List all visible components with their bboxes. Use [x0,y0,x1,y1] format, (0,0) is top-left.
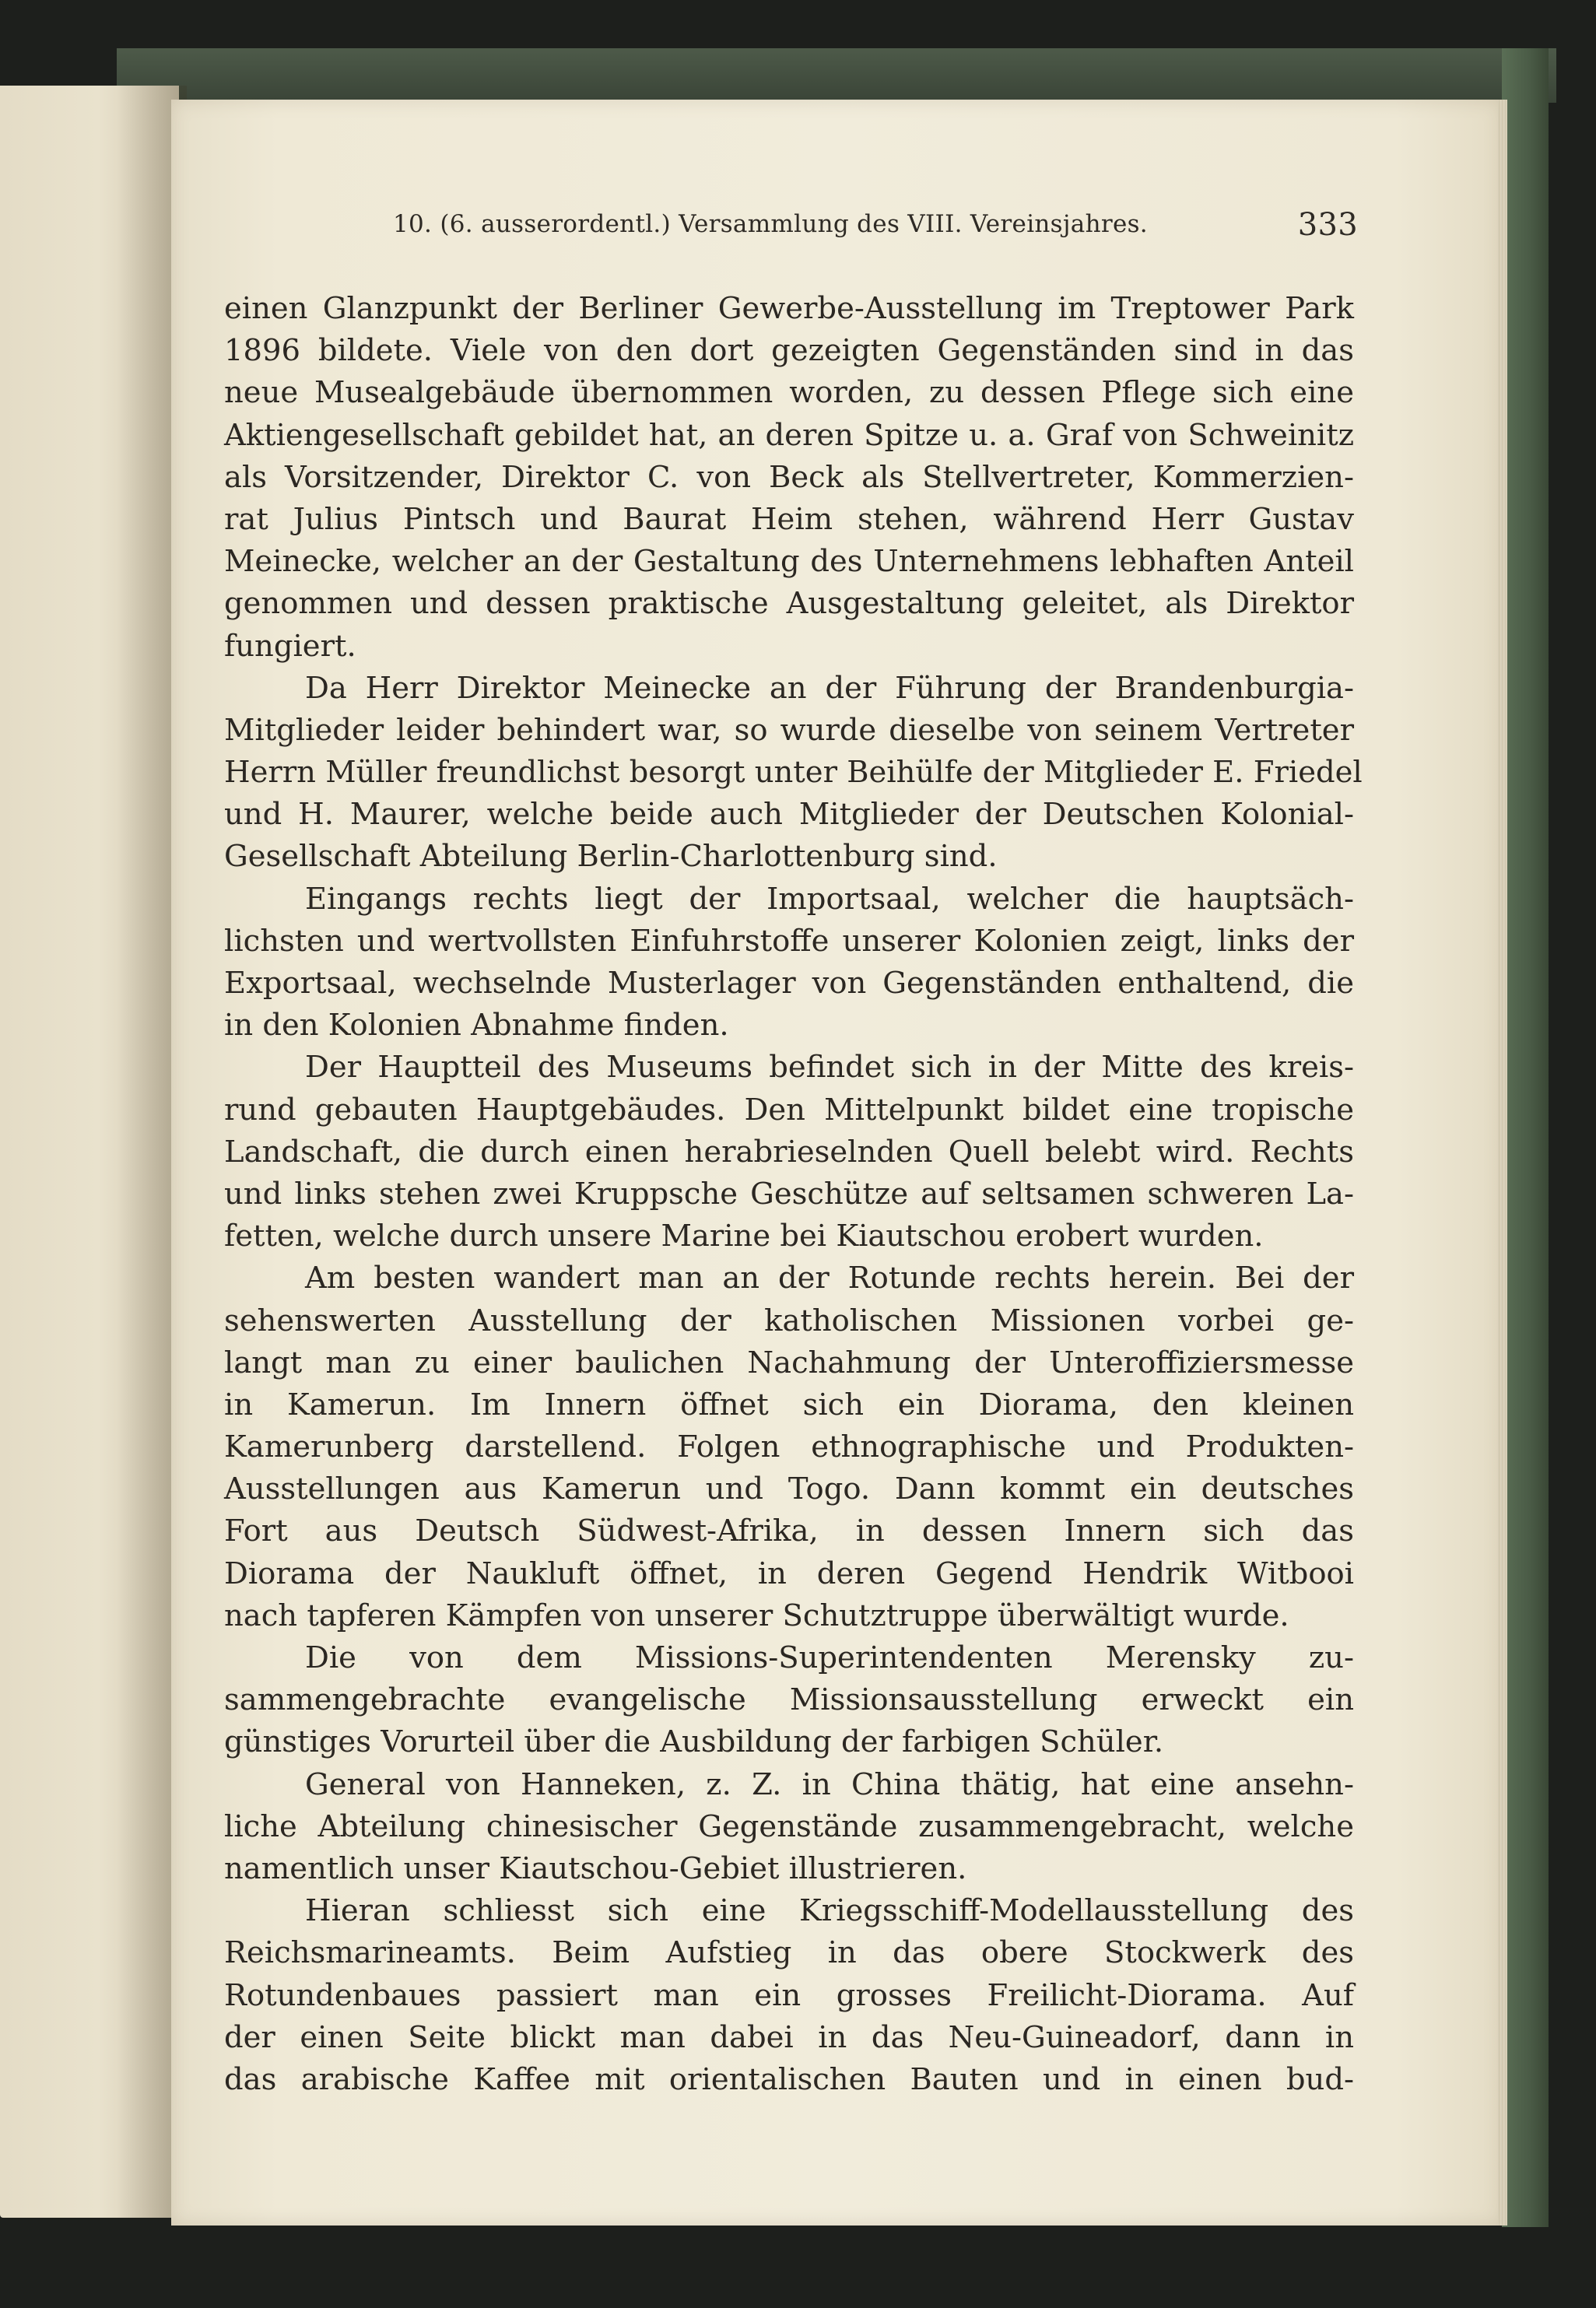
text-line: das arabische Kaffee mit orientalischen Bauten und in einen bud- [224,2061,1354,2097]
text-line: Die von dem Missions-Superintendenten Merensky zu- [305,1640,1354,1675]
text-line: sammengebrachte evangelische Missionsausstellung erweckt ein [224,1682,1354,1718]
text-line: und H. Maurer, welche beide auch Mitglieder der Deutschen Kolonial- [224,797,1354,833]
text-line: 1896 bildete. Viele von den dort gezeigten Gegenständen sind in das [224,333,1354,369]
text-line: Exportsaal, wechselnde Musterlager von Gegenständen enthaltend, die [224,966,1354,1001]
text-line: rund gebauten Hauptgebäudes. Den Mittelpunkt bildet eine tropische [224,1092,1354,1128]
running-header [393,207,1358,249]
text-line: Mitglieder leider behindert war, so wurde dieselbe von seinem Vertreter [224,712,1354,748]
text-line: günstiges Vorurteil über die Ausbildung der farbigen Schüler. [224,1724,1164,1760]
text-line: genommen und dessen praktische Ausgestaltung geleitet, als Direktor [224,586,1354,622]
text-line: Kamerunberg darstellend. Folgen ethnographische und Produkten- [224,1429,1354,1465]
text-line: sehenswerten Ausstellung der katholischen Missionen vorbei ge- [224,1303,1354,1338]
header-title: 10. (6. ausserordentl.) Versammlung des VIII. Vereinsjahres. [393,210,1148,238]
text-line: Rotundenbaues passiert man ein grosses Freilicht-Diorama. Auf [224,1977,1354,2013]
page-number: 333 [1297,207,1358,243]
text-line: in Kamerun. Im Innern öffnet sich ein Diorama, den kleinen [224,1387,1354,1422]
text-line: der einen Seite blickt man dabei in das Neu-Guineadorf, dann in [224,2019,1354,2055]
text-line: namentlich unser Kiautschou-Gebiet illustrieren. [224,1850,967,1886]
text-line: Gesellschaft Abteilung Berlin-Charlottenburg sind. [224,839,998,875]
text-line: Aktiengesellschaft gebildet hat, an deren Spitze u. a. Graf von Schweinitz [224,417,1354,453]
text-line: liche Abteilung chinesischer Gegenstände zusammengebracht, welche [224,1808,1354,1844]
text-line: Da Herr Direktor Meinecke an der Führung der Brandenburgia- [305,670,1354,706]
text-line: Der Hauptteil des Museums befindet sich in der Mitte des kreis- [305,1050,1354,1086]
text-line: Hieran schliesst sich eine Kriegsschiff-Modellausstellung des [305,1893,1354,1929]
text-line: in den Kolonien Abnahme finden. [224,1008,729,1044]
text-line: Herrn Müller freundlichst besorgt unter Beihülfe der Mitglieder E. Friedel [224,755,1363,791]
text-line: General von Hanneken, z. Z. in China thätig, hat eine ansehn- [305,1766,1354,1802]
text-line: fungiert. [224,628,356,664]
body-text [224,288,1363,2101]
text-line: Diorama der Naukluft öffnet, in deren Gegend Hendrik Witbooi [224,1556,1354,1591]
text-line: fetten, welche durch unsere Marine bei Kiautschou erobert wurden. [224,1219,1264,1254]
text-line: neue Musealgebäude übernommen worden, zu dessen Pflege sich eine [224,375,1354,411]
text-line: Am besten wandert man an der Rotunde rechts herein. Bei der [305,1261,1354,1296]
text-line: als Vorsitzender, Direktor C. von Beck als Stellvertreter, Kommerzien- [224,459,1354,495]
book-cover-right [1502,48,1549,2227]
book-cover-top [117,48,1556,103]
text-line: Eingangs rechts liegt der Importsaal, welcher die hauptsäch- [305,881,1354,917]
text-line: langt man zu einer baulichen Nachahmung der Unteroffiziersmesse [224,1345,1354,1380]
text-line: Reichsmarineamts. Beim Aufstieg in das obere Stockwerk des [224,1935,1354,1971]
text-line: Landschaft, die durch einen herabrieselnden Quell belebt wird. Rechts [224,1134,1354,1170]
text-line: rat Julius Pintsch und Baurat Heim stehen, während Herr Gustav [224,501,1354,537]
text-line: nach tapferen Kämpfen von unserer Schutztruppe überwältigt wurde. [224,1598,1289,1633]
text-line: Meinecke, welcher an der Gestaltung des Unternehmens lebhaften Anteil [224,544,1354,580]
text-line: und links stehen zwei Kruppsche Geschütze auf seltsamen schweren La- [224,1176,1354,1212]
text-line: Ausstellungen aus Kamerun und Togo. Dann kommt ein deutsches [224,1471,1354,1507]
page-edge-stack [1498,100,1507,2226]
text-line: lichsten und wertvollsten Einfuhrstoffe unserer Kolonien zeigt, links der [224,923,1354,959]
text-line: Fort aus Deutsch Südwest-Afrika, in dessen Innern sich das [224,1514,1354,1549]
text-line: einen Glanzpunkt der Berliner Gewerbe-Ausstellung im Treptower Park [224,291,1354,326]
